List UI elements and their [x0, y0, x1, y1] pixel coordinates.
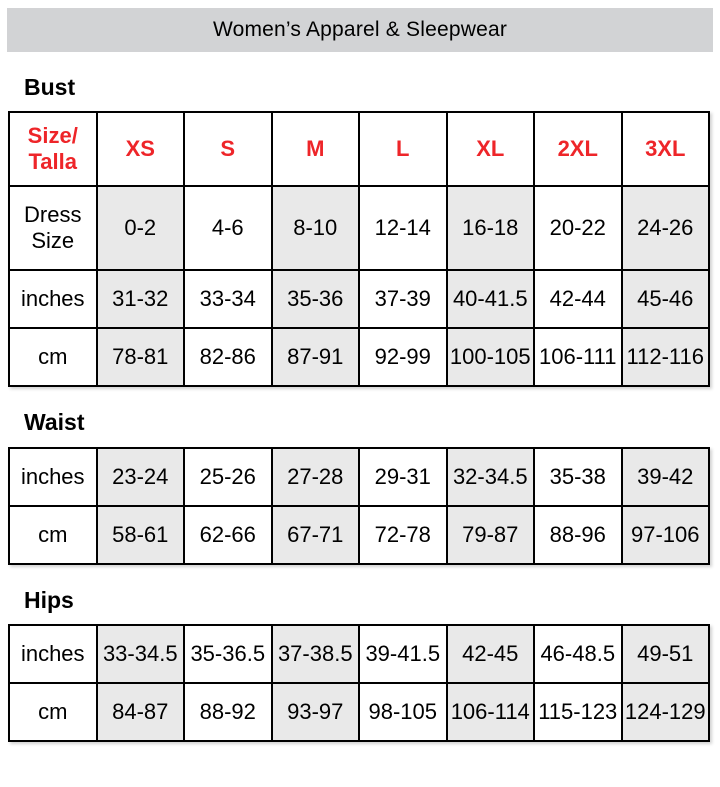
table-cell: 93-97	[272, 683, 360, 741]
dress-label-line2: Size	[31, 228, 75, 254]
row-label-cell: cm	[9, 506, 97, 564]
table-cell: 67-71	[272, 506, 360, 564]
dress-size-row	[9, 186, 709, 270]
table-cell: 25-26	[184, 448, 272, 506]
table-cell: 20-22	[534, 186, 622, 270]
hips-section	[0, 588, 720, 742]
waist-inches-row	[9, 448, 709, 506]
table-cell: 23-24	[97, 448, 185, 506]
table-cell: 37-38.5	[272, 625, 360, 683]
table-cell: 46-48.5	[534, 625, 622, 683]
table-cell: 31-32	[97, 270, 185, 328]
waist-cm-row	[9, 506, 709, 564]
dress-label-line1: Dress	[24, 202, 82, 228]
row-label-cell: cm	[9, 683, 97, 741]
table-cell: 106-111	[534, 328, 622, 386]
bust-heading: Bust	[24, 74, 76, 100]
table-cell: 0-2	[97, 186, 185, 270]
size-label-line1: Size/	[27, 123, 78, 149]
table-cell: 37-39	[359, 270, 447, 328]
table-cell: 29-31	[359, 448, 447, 506]
row-label-cell: inches	[9, 625, 97, 683]
size-col-header-m: M	[272, 112, 360, 186]
table-cell: 16-18	[447, 186, 535, 270]
title-bar	[7, 8, 713, 52]
row-label-cell: cm	[9, 328, 97, 386]
table-cell: 39-42	[622, 448, 710, 506]
table-cell: 42-44	[534, 270, 622, 328]
size-talla-header-cell	[9, 112, 97, 186]
bust-cm-row	[9, 328, 709, 386]
table-cell: 32-34.5	[447, 448, 535, 506]
size-col-header-2xl: 2XL	[534, 112, 622, 186]
table-cell: 4-6	[184, 186, 272, 270]
table-cell: 33-34	[184, 270, 272, 328]
dress-size-label-cell	[9, 186, 97, 270]
table-cell: 35-38	[534, 448, 622, 506]
table-cell: 84-87	[97, 683, 185, 741]
size-col-header-l: L	[359, 112, 447, 186]
size-col-header-3xl: 3XL	[622, 112, 710, 186]
table-cell: 72-78	[359, 506, 447, 564]
hips-cm-row	[9, 683, 709, 741]
table-cell: 124-129	[622, 683, 710, 741]
table-cell: 33-34.5	[97, 625, 185, 683]
table-cell: 106-114	[447, 683, 535, 741]
table-cell: 92-99	[359, 328, 447, 386]
table-cell: 35-36.5	[184, 625, 272, 683]
table-cell: 62-66	[184, 506, 272, 564]
table-cell: 79-87	[447, 506, 535, 564]
table-cell: 87-91	[272, 328, 360, 386]
table-cell: 97-106	[622, 506, 710, 564]
table-cell: 115-123	[534, 683, 622, 741]
table-cell: 8-10	[272, 186, 360, 270]
table-cell: 78-81	[97, 328, 185, 386]
waist-heading: Waist	[24, 409, 85, 436]
table-cell: 49-51	[622, 625, 710, 683]
size-col-header-s: S	[184, 112, 272, 186]
page-title: Women’s Apparel & Sleepwear	[212, 18, 508, 41]
table-cell: 35-36	[272, 270, 360, 328]
bust-inches-row	[9, 270, 709, 328]
hips-heading: Hips	[24, 586, 74, 613]
table-cell: 88-92	[184, 683, 272, 741]
table-cell: 12-14	[359, 186, 447, 270]
hips-table	[8, 624, 710, 742]
table-cell: 40-41.5	[447, 270, 535, 328]
row-label-cell: inches	[9, 448, 97, 506]
table-cell: 24-26	[622, 186, 710, 270]
bust-table	[8, 111, 710, 387]
size-col-header-xs: XS	[97, 112, 185, 186]
table-cell: 39-41.5	[359, 625, 447, 683]
table-cell: 88-96	[534, 506, 622, 564]
waist-table	[8, 447, 710, 565]
size-header-row	[9, 112, 709, 186]
hips-inches-row	[9, 625, 709, 683]
size-col-header-xl: XL	[447, 112, 535, 186]
row-label-cell: inches	[9, 270, 97, 328]
waist-section	[0, 410, 720, 564]
bust-section	[0, 75, 720, 387]
table-cell: 27-28	[272, 448, 360, 506]
table-cell: 45-46	[622, 270, 710, 328]
table-cell: 82-86	[184, 328, 272, 386]
table-cell: 100-105	[447, 328, 535, 386]
size-label-line2: Talla	[28, 149, 77, 175]
table-cell: 42-45	[447, 625, 535, 683]
table-cell: 98-105	[359, 683, 447, 741]
table-cell: 112-116	[622, 328, 710, 386]
table-cell: 58-61	[97, 506, 185, 564]
